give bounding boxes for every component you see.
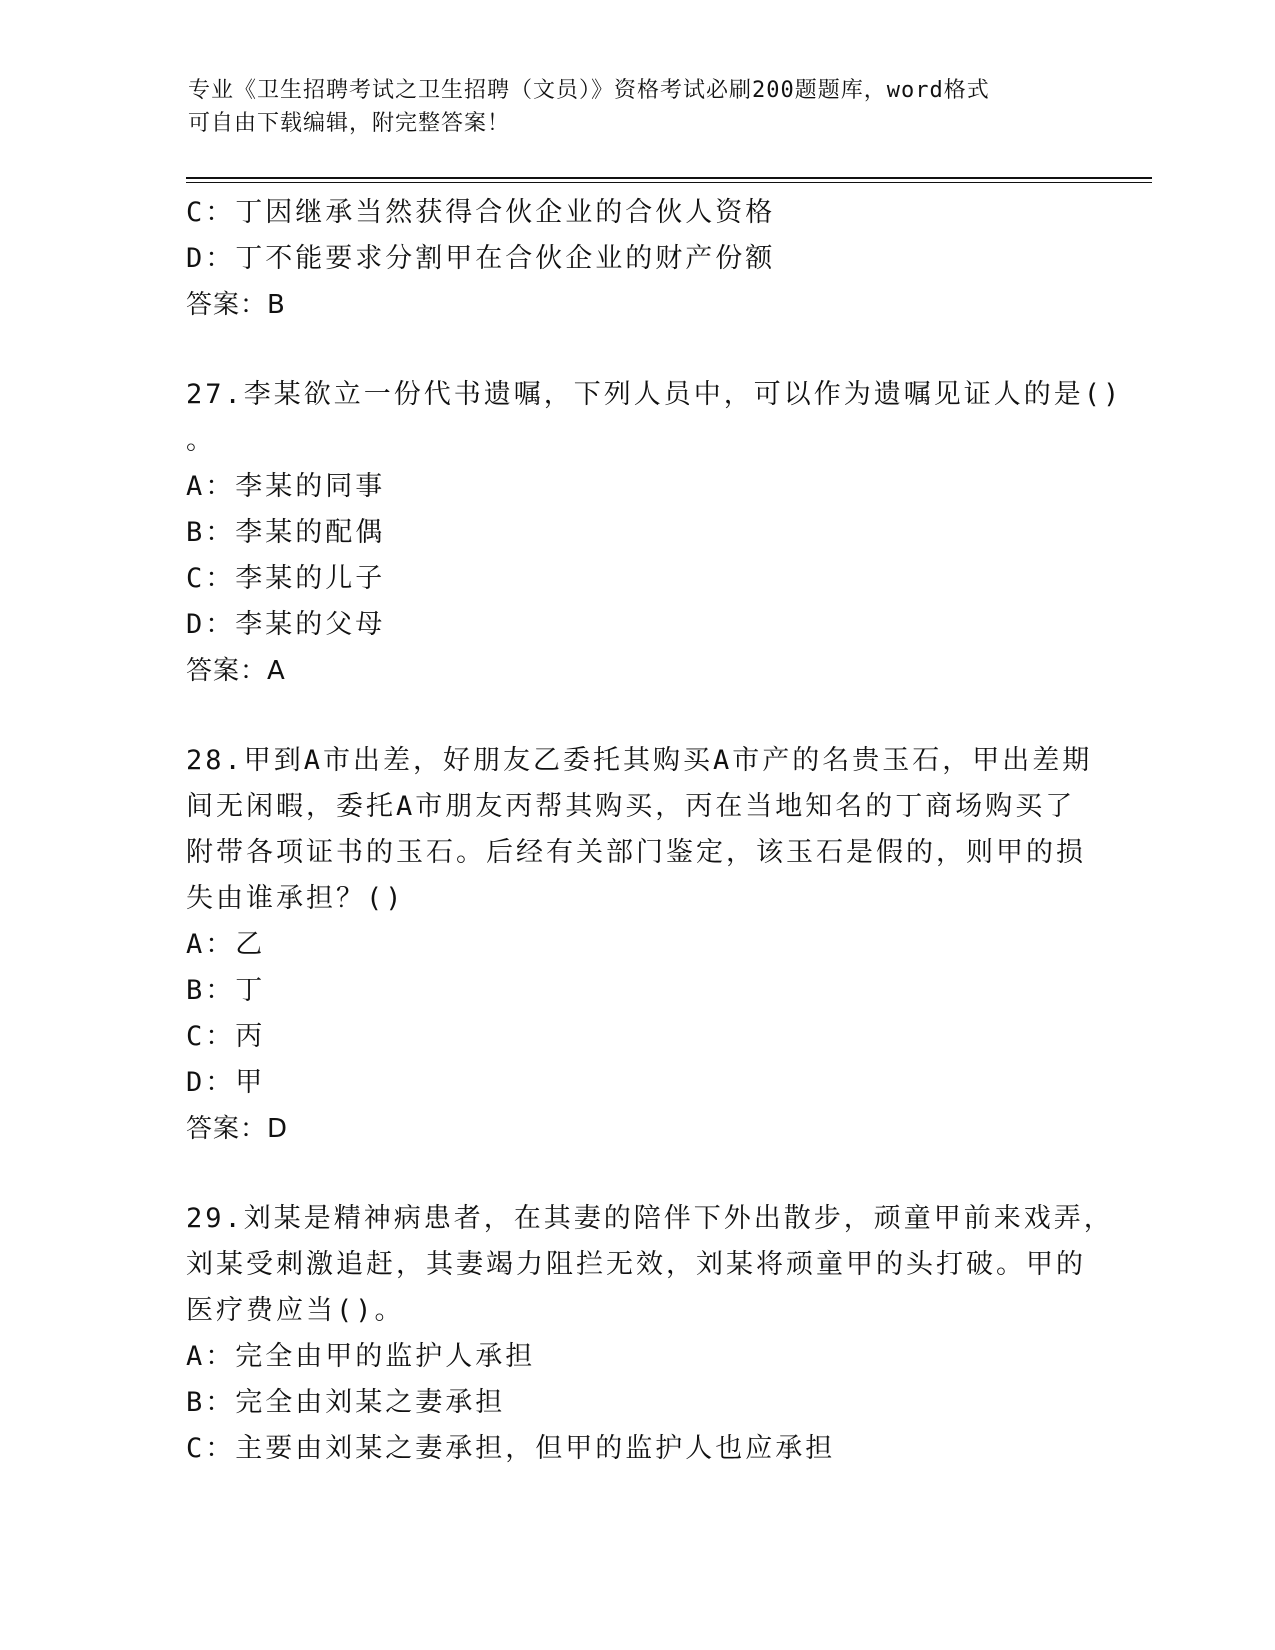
option-c: C：丙: [186, 1021, 266, 1052]
answer: 答案：D: [186, 1114, 289, 1144]
question-content: [186, 190, 1123, 1472]
stem-line: 28.甲到A市出差，好朋友乙委托其购买A市产的名贵玉石，甲出差期: [186, 745, 1093, 776]
question-stem: [186, 372, 1123, 464]
answer: 答案：A: [186, 656, 286, 686]
question-stem: [186, 1196, 1114, 1334]
question-stem: [186, 738, 1093, 922]
option-a: A：完全由甲的监护人承担: [186, 1341, 536, 1372]
option-c: C：丁因继承当然获得合伙企业的合伙人资格: [186, 197, 776, 228]
stem-line: 附带各项证书的玉石。后经有关部门鉴定，该玉石是假的，则甲的损: [186, 837, 1086, 868]
option-b: B：完全由刘某之妻承担: [186, 1387, 506, 1418]
option-d: D：李某的父母: [186, 609, 386, 640]
stem-line: 间无闲暇，委托A市朋友丙帮其购买，丙在当地知名的丁商场购买了: [186, 791, 1076, 822]
stem-line: 29.刘某是精神病患者，在其妻的陪伴下外出散步，顽童甲前来戏弄，: [186, 1203, 1114, 1234]
stem-line: 医疗费应当()。: [186, 1295, 405, 1326]
option-d: D：丁不能要求分割甲在合伙企业的财产份额: [186, 243, 776, 274]
header-line-2: 可自由下载编辑，附完整答案！: [188, 111, 511, 136]
option-c: C：李某的儿子: [186, 563, 386, 594]
option-a: A：李某的同事: [186, 471, 386, 502]
stem-line: 27.李某欲立一份代书遗嘱，下列人员中，可以作为遗嘱见证人的是(): [186, 379, 1123, 410]
lead-block: [186, 190, 1086, 328]
stem-line: 失由谁承担？(): [186, 883, 405, 914]
header-rule-thick: [186, 177, 1152, 179]
option-a: A：乙: [186, 929, 266, 960]
option-c: C：主要由刘某之妻承担，但甲的监护人也应承担: [186, 1433, 836, 1464]
stem-line: 刘某受刺激追赶，其妻竭力阻拦无效，刘某将顽童甲的头打破。甲的: [186, 1249, 1086, 1280]
option-b: B：李某的配偶: [186, 517, 386, 548]
option-d: D：甲: [186, 1067, 266, 1098]
answer: 答案：B: [186, 290, 286, 320]
question-29: [186, 1196, 1114, 1472]
document-header: [188, 74, 1088, 140]
question-28: [186, 738, 1093, 1152]
header-line-1: 专业《卫生招聘考试之卫生招聘（文员）》资格考试必刷200题题库，word格式: [188, 78, 990, 103]
question-27: [186, 372, 1123, 694]
header-rule-thin: [186, 182, 1152, 183]
option-b: B：丁: [186, 975, 266, 1006]
stem-line: 。: [186, 425, 216, 456]
